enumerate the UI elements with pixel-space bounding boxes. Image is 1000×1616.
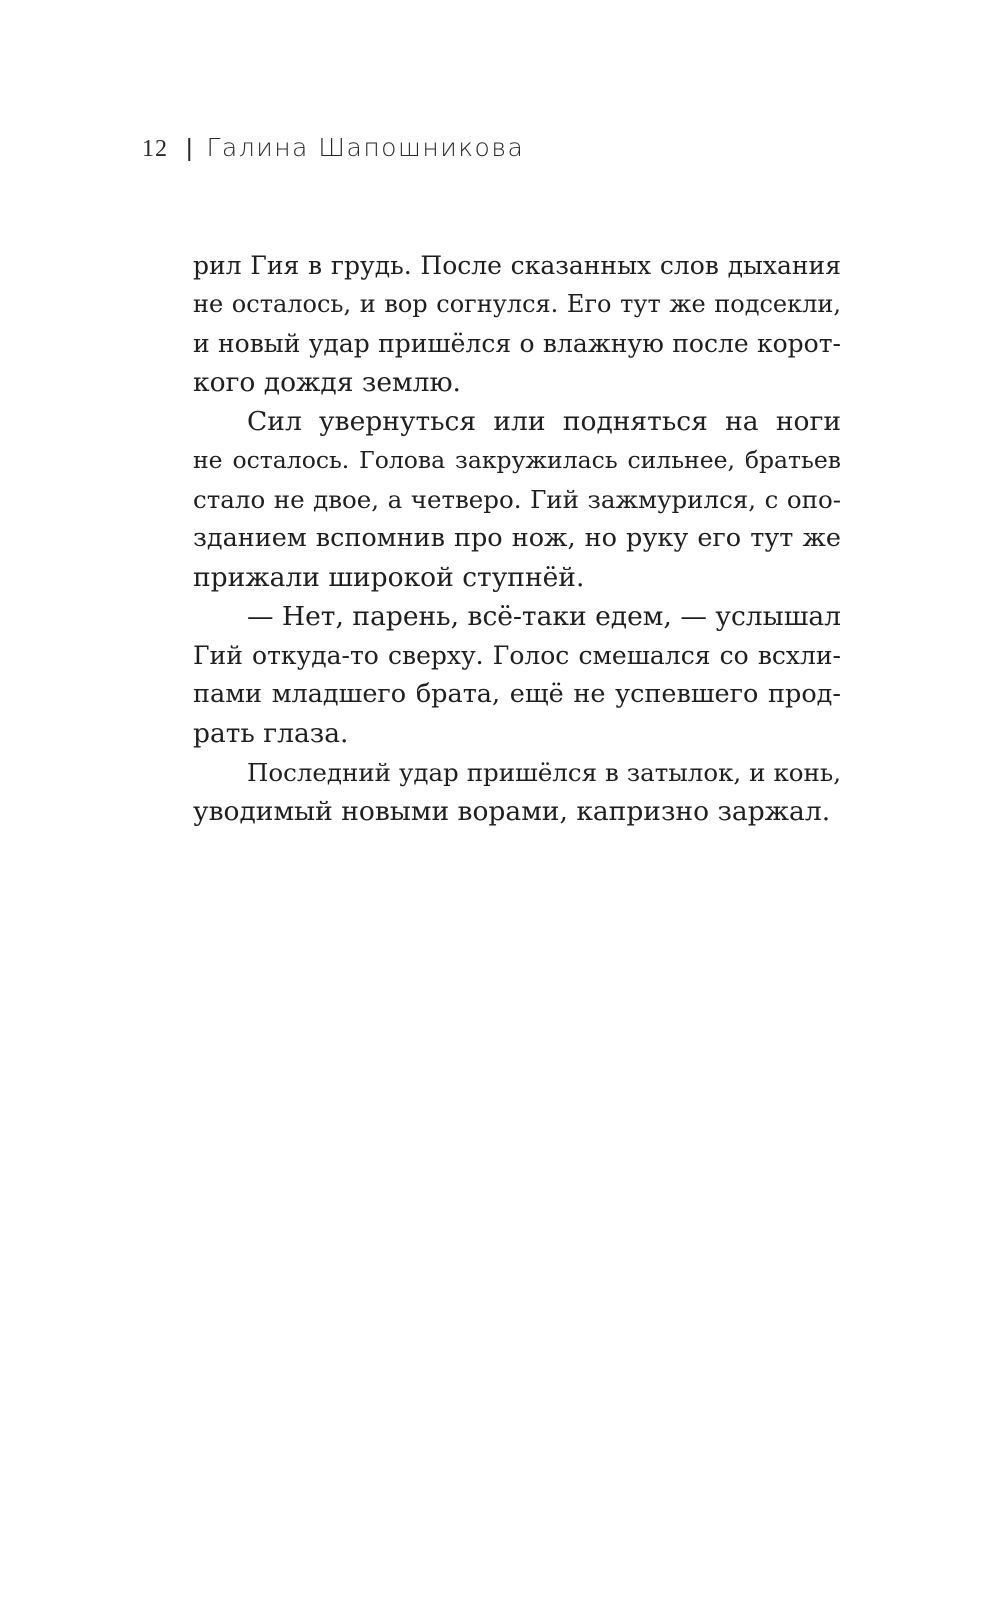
text-line: Сил увернуться или подняться на ноги — [247, 406, 841, 437]
text-line: — Нет, парень, всё-таки едем, — услышал — [247, 601, 841, 632]
text-line: Гий откуда-то сверху. Голос смешался со всхли- — [193, 641, 841, 670]
text-line: рил Гия в грудь. После сказанных слов дыхания — [193, 251, 841, 280]
text-line: и новый удар пришёлся о влажную после корот- — [193, 329, 841, 358]
text-line: не осталось. Голова закружилась сильнее, братьев — [193, 446, 841, 474]
text-line: рать глаза. — [193, 718, 349, 749]
page-number: 12 — [142, 136, 168, 162]
text-line: кого дождя землю. — [193, 367, 461, 398]
paragraph — [193, 402, 841, 597]
header-separator: | — [186, 134, 193, 162]
body-text — [193, 246, 841, 831]
text-line: стало не двое, а четверо. Гий зажмурился, с опо- — [193, 485, 841, 514]
text-line: прижали широкой ступнёй. — [193, 562, 585, 593]
text-line: зданием вспомнив про нож, но руку его тут же — [193, 523, 841, 553]
paragraph — [193, 246, 841, 402]
text-line: уводимый новыми ворами, капризно заржал. — [193, 796, 831, 827]
running-header — [142, 133, 524, 163]
text-line: не осталось, и вор согнулся. Его тут же подсекли, — [193, 290, 841, 318]
author-name: Галина Шапошникова — [206, 133, 525, 162]
paragraph — [193, 597, 841, 753]
text-line: пами младшего брата, ещё не успевшего прод- — [193, 679, 841, 709]
paragraph — [193, 753, 841, 831]
text-line: Последний удар пришёлся в затылок, и конь, — [247, 758, 841, 787]
